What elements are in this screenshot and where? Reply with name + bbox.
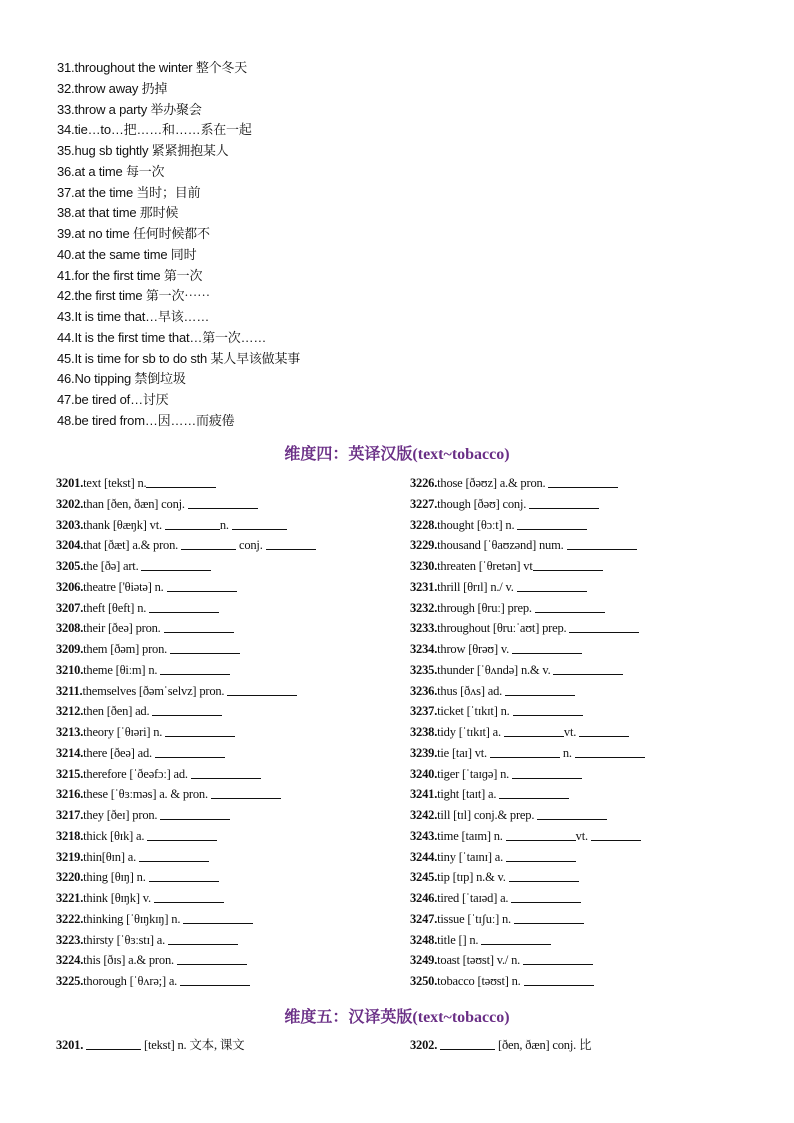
- vocab-entry: [56, 618, 316, 639]
- vocab-entry: [56, 515, 316, 536]
- vocab-entry: [410, 722, 645, 743]
- answer-blank[interactable]: [170, 641, 240, 654]
- phrase-item: 38.at that time 那时候: [57, 205, 179, 221]
- vocab-entry: [56, 847, 316, 868]
- vocab-entry: [410, 556, 645, 577]
- vocab-entry: [410, 847, 645, 868]
- entry-second-pos: vt.: [563, 725, 577, 739]
- entry-text: think [θɪŋk] v.: [83, 891, 151, 905]
- entry-number: 3216.: [56, 787, 84, 802]
- entry-number: 3205.: [56, 559, 84, 573]
- vocab-entry: [410, 805, 645, 826]
- answer-blank[interactable]: [164, 620, 234, 633]
- answer-blank[interactable]: [154, 890, 224, 903]
- answer-blank[interactable]: [569, 620, 639, 633]
- entry-number: 3211.: [56, 683, 83, 698]
- entry-number: 3207.: [56, 600, 84, 615]
- entry-number: 3249.: [410, 953, 438, 968]
- answer-blank[interactable]: [147, 828, 217, 841]
- entry-text: tissue [ˈtɪʃuː] n.: [437, 911, 511, 926]
- answer-blank[interactable]: [149, 600, 219, 613]
- vocab-entry: [410, 618, 645, 639]
- entry-text: [ðen, ðæn] conj. 比: [498, 1038, 592, 1052]
- answer-blank[interactable]: [579, 724, 629, 737]
- answer-blank[interactable]: [517, 517, 587, 530]
- answer-blank[interactable]: [514, 911, 584, 924]
- entry-text: these [ˈθɜːməs] a. & pron.: [83, 787, 208, 802]
- vocab-entry: [56, 950, 316, 971]
- entry-number: 3231.: [410, 579, 438, 594]
- phrase-item: 34.tie…to…把……和……系在一起: [57, 122, 252, 138]
- entry-text: thin[θɪn] a.: [83, 849, 137, 864]
- answer-blank[interactable]: [141, 558, 211, 571]
- entry-number: 3247.: [410, 911, 438, 926]
- entry-text: therefore [ˈðeəfɔː] ad.: [83, 766, 188, 781]
- entry-text: tidy [ˈtɪkɪt] a.: [437, 725, 501, 739]
- vocab-entry: [410, 535, 645, 556]
- entry-text: thunder [ˈθʌndə] n.& v.: [437, 662, 551, 677]
- vocab-entry: [410, 681, 645, 702]
- entry-text: then [ðen] ad.: [83, 704, 150, 719]
- entry-text: theme [θiːm] n.: [83, 662, 158, 677]
- phrase-list: [57, 58, 300, 432]
- entry-number: 3230.: [410, 559, 438, 573]
- entry-text: tiger [ˈtaɪɡə] n.: [437, 766, 510, 781]
- phrase-item: 48.be tired from…因……而疲倦: [57, 412, 235, 428]
- section-5-left-column: [56, 1035, 244, 1056]
- entry-number: 3208.: [56, 621, 84, 636]
- entry-number: 3239.: [410, 745, 438, 760]
- entry-number: 3202.: [410, 1038, 438, 1052]
- vocab-entry: [56, 598, 316, 619]
- answer-blank[interactable]: [188, 496, 258, 509]
- vocab-entry: [410, 888, 645, 909]
- entry-text: themselves [ðəmˈselvz] pron.: [82, 683, 225, 698]
- section-4-title: 维度四：英译汉版(text~tobacco): [284, 446, 510, 463]
- answer-blank[interactable]: [180, 973, 250, 986]
- answer-blank[interactable]: [506, 849, 576, 862]
- entry-text: tip [tɪp] n.& v.: [437, 870, 506, 885]
- entry-text: that [ðæt] a.& pron.: [83, 538, 179, 553]
- entry-number: 3210.: [56, 662, 84, 677]
- answer-blank[interactable]: [506, 828, 576, 841]
- vocab-entry: [56, 701, 316, 722]
- entry-text: thank [θæŋk] vt.: [83, 517, 162, 532]
- vocab-entry: [56, 930, 316, 951]
- entry-text: thrill [θrɪl] n./ v.: [437, 579, 514, 594]
- entry-text: tobacco [təʊst] n.: [437, 974, 521, 988]
- entry-number: 3214.: [56, 745, 84, 760]
- phrase-item: 45.It is time for sb to do sth 某人早该做某事: [57, 350, 301, 366]
- entry-text: theory [ˈθɪəri] n.: [83, 725, 163, 739]
- entry-number: 3243.: [410, 828, 438, 843]
- vocab-entry: [410, 826, 645, 847]
- answer-blank[interactable]: [575, 745, 645, 758]
- entry-text: thought [θɔːt] n.: [437, 517, 515, 532]
- entry-number: 3221.: [56, 891, 84, 905]
- answer-blank[interactable]: [168, 932, 238, 945]
- vocab-entry: [410, 930, 645, 951]
- answer-blank[interactable]: [505, 683, 575, 696]
- vocab-entry: [410, 577, 645, 598]
- phrase-item: 39.at no time 任何时候都不: [57, 226, 210, 241]
- entry-text: throw [θrəʊ] v.: [437, 642, 510, 656]
- entry-text: ticket [ˈtɪkɪt] n.: [437, 704, 510, 719]
- answer-blank[interactable]: [232, 517, 287, 530]
- entry-number: 3237.: [410, 704, 438, 719]
- vocab-entry: [410, 473, 645, 494]
- entry-number: 3224.: [56, 953, 84, 968]
- vocab-entry: [56, 639, 316, 660]
- vocab-entry: [56, 971, 316, 992]
- entry-text: thorough [ˈθʌrə;] a.: [83, 974, 178, 988]
- answer-blank[interactable]: [211, 786, 281, 799]
- answer-blank[interactable]: [155, 745, 225, 758]
- vocab-entry: [410, 701, 645, 722]
- vocab-entry: [56, 535, 316, 556]
- entry-text: than [ðen, ðæn] conj.: [83, 496, 185, 511]
- entry-text: till [tɪl] conj.& prep.: [437, 808, 535, 822]
- phrase-item: 36.at a time 每一次: [57, 163, 165, 179]
- entry-number: 3235.: [410, 662, 438, 677]
- entry-number: 3215.: [56, 766, 84, 781]
- answer-blank[interactable]: [152, 703, 222, 716]
- entry-text: threaten [ˈθretən] vt: [437, 559, 533, 573]
- entry-number: 3217.: [56, 808, 84, 822]
- answer-blank[interactable]: [535, 600, 605, 613]
- entry-number: 3245.: [410, 870, 438, 885]
- answer-blank[interactable]: [183, 911, 253, 924]
- vocab-entry: [56, 577, 316, 598]
- vocab-entry: [410, 784, 645, 805]
- entry-text: [tekst] n. 文本, 课文: [144, 1038, 245, 1052]
- answer-blank[interactable]: [490, 745, 560, 758]
- vocab-entry: [56, 784, 316, 805]
- vocab-entry: [410, 909, 645, 930]
- answer-blank[interactable]: [533, 558, 603, 571]
- answer-blank[interactable]: [513, 703, 583, 716]
- entry-text: those [ðəʊz] a.& pron.: [437, 476, 546, 490]
- entry-text: thirsty [ˈθɜːstɪ] a.: [83, 932, 166, 947]
- vocab-entry: [410, 639, 645, 660]
- entry-number: 3220.: [56, 870, 84, 885]
- vocab-entry: [56, 1035, 244, 1056]
- entry-number: 3212.: [56, 704, 84, 719]
- answer-blank[interactable]: [511, 890, 581, 903]
- entry-number: 3250.: [410, 974, 438, 988]
- answer-blank[interactable]: [567, 537, 637, 550]
- entry-text: tie [taɪ] vt.: [437, 745, 487, 760]
- answer-blank[interactable]: [165, 517, 220, 530]
- entry-text: their [ðeə] pron.: [83, 621, 161, 636]
- entry-text: they [ðeɪ] pron.: [83, 808, 158, 822]
- entry-text: theft [θeft] n.: [83, 600, 147, 615]
- entry-number: 3241.: [410, 787, 438, 802]
- entry-number: 3206.: [56, 579, 84, 594]
- entry-number: 3209.: [56, 642, 84, 656]
- answer-blank[interactable]: [504, 724, 564, 737]
- answer-blank[interactable]: [529, 496, 599, 509]
- answer-blank[interactable]: [523, 952, 593, 965]
- entry-number: 3242.: [410, 808, 438, 822]
- answer-blank[interactable]: [509, 869, 579, 882]
- answer-blank[interactable]: [481, 932, 551, 945]
- vocab-entry: [410, 598, 645, 619]
- entry-text: tiny [ˈtaɪnɪ] a.: [437, 849, 504, 864]
- entry-second-pos: n.: [562, 745, 572, 760]
- entry-number: 3203.: [56, 517, 84, 532]
- answer-blank[interactable]: [591, 828, 641, 841]
- answer-blank[interactable]: [517, 579, 587, 592]
- entry-text: there [ðeə] ad.: [83, 745, 152, 760]
- entry-number: 3213.: [56, 725, 84, 739]
- entry-text: toast [təʊst] v./ n.: [437, 953, 521, 968]
- answer-blank[interactable]: [165, 724, 235, 737]
- entry-number: 3218.: [56, 828, 84, 843]
- answer-blank[interactable]: [191, 766, 261, 779]
- vocab-entry: [410, 950, 645, 971]
- entry-text: through [θruː] prep.: [437, 600, 532, 615]
- answer-blank[interactable]: [537, 807, 607, 820]
- vocab-entry: [410, 1035, 591, 1056]
- answer-blank[interactable]: [266, 537, 316, 550]
- entry-text: thing [θɪŋ] n.: [83, 870, 146, 885]
- answer-blank[interactable]: [149, 869, 219, 882]
- entry-number: 3238.: [410, 725, 438, 739]
- phrase-item: 32.throw away 扔掉: [57, 80, 168, 96]
- phrase-item: 33.throw a party 举办聚会: [57, 101, 202, 117]
- entry-number: 3236.: [410, 683, 438, 698]
- entry-text: time [taɪm] n.: [437, 828, 503, 843]
- section-4-right-column: [410, 473, 645, 992]
- entry-text: tired [ˈtaɪəd] a.: [437, 891, 509, 905]
- phrase-item: 43.It is time that…早该……: [57, 309, 210, 324]
- entry-number: 3246.: [410, 891, 438, 905]
- phrase-item: 41.for the first time 第一次: [57, 267, 203, 283]
- entry-number: 3226.: [410, 476, 438, 490]
- section-4-left-column: [56, 473, 316, 992]
- entry-number: 3225.: [56, 974, 84, 988]
- vocab-entry: [56, 494, 316, 515]
- entry-number: 3234.: [410, 642, 438, 656]
- vocab-entry: [56, 764, 316, 785]
- vocab-entry: [56, 473, 316, 494]
- entry-number: 3201.: [56, 476, 84, 490]
- entry-text: thick [θɪk] a.: [83, 828, 145, 843]
- vocab-entry: [410, 515, 645, 536]
- answer-blank[interactable]: [160, 807, 230, 820]
- phrase-item: 40.at the same time 同时: [57, 246, 197, 262]
- entry-number: 3227.: [410, 496, 438, 511]
- entry-second-pos: conj.: [238, 538, 263, 553]
- vocab-entry: [56, 909, 316, 930]
- entry-text: them [ðəm] pron.: [83, 642, 168, 656]
- phrase-item: 37.at the time 当时；目前: [57, 184, 201, 200]
- entry-number: 3248.: [410, 932, 438, 947]
- answer-blank[interactable]: [139, 849, 209, 862]
- phrase-item: 42.the first time 第一次⋯⋯: [57, 288, 210, 304]
- entry-text: thus [ðʌs] ad.: [437, 683, 503, 698]
- entry-second-pos: vt.: [575, 828, 588, 843]
- vocab-entry: [410, 660, 645, 681]
- entry-text: this [ðɪs] a.& pron.: [83, 953, 174, 968]
- answer-blank[interactable]: [181, 537, 236, 550]
- answer-blank[interactable]: [512, 766, 582, 779]
- answer-blank[interactable]: [167, 579, 237, 592]
- entry-text: throughout [θruːˈaʊt] prep.: [437, 621, 567, 636]
- vocab-entry: [410, 867, 645, 888]
- answer-blank[interactable]: [524, 973, 594, 986]
- vocab-entry: [56, 681, 316, 702]
- vocab-entry: [56, 888, 316, 909]
- answer-blank[interactable]: [440, 1037, 495, 1050]
- entry-text: tight [taɪt] a.: [437, 787, 497, 802]
- answer-blank[interactable]: [553, 662, 623, 675]
- entry-text: theatre ['θiətə] n.: [83, 579, 164, 594]
- vocab-entry: [56, 805, 316, 826]
- entry-second-pos: n.: [219, 517, 229, 532]
- vocab-entry: [56, 722, 316, 743]
- entry-number: 3202.: [56, 496, 84, 511]
- vocab-entry: [56, 867, 316, 888]
- answer-blank[interactable]: [160, 662, 230, 675]
- vocab-entry: [410, 494, 645, 515]
- entry-text: title [] n.: [437, 932, 479, 947]
- entry-number: 3240.: [410, 766, 438, 781]
- entry-text: text [tekst] n.: [83, 476, 147, 490]
- entry-number: 3232.: [410, 600, 438, 615]
- phrase-item: 47.be tired of…讨厌: [57, 392, 169, 407]
- vocab-entry: [56, 556, 316, 577]
- phrase-item: 31.throughout the winter 整个冬天: [57, 60, 248, 75]
- entry-number: 3228.: [410, 517, 438, 532]
- entry-number: 3222.: [56, 911, 84, 926]
- answer-blank[interactable]: [499, 786, 569, 799]
- entry-number: 3201.: [56, 1038, 84, 1052]
- section-5-title: 维度五：汉译英版(text~tobacco): [284, 1009, 510, 1026]
- entry-number: 3204.: [56, 538, 84, 553]
- answer-blank[interactable]: [86, 1037, 141, 1050]
- answer-blank[interactable]: [512, 641, 582, 654]
- vocab-entry: [56, 826, 316, 847]
- phrase-item: 44.It is the first time that…第一次……: [57, 329, 267, 345]
- vocab-entry: [410, 764, 645, 785]
- answer-blank[interactable]: [227, 683, 297, 696]
- vocab-entry: [410, 743, 645, 764]
- entry-text: though [ðəʊ] conj.: [437, 496, 527, 511]
- answer-blank[interactable]: [177, 952, 247, 965]
- entry-number: 3223.: [56, 932, 84, 947]
- entry-text: thousand [ˈθaʊzənd] num.: [437, 538, 564, 553]
- phrase-item: 35.hug sb tightly 紧紧拥抱某人: [57, 143, 229, 158]
- vocab-entry: [410, 971, 645, 992]
- vocab-entry: [56, 660, 316, 681]
- answer-blank[interactable]: [146, 475, 216, 488]
- entry-number: 3229.: [410, 538, 438, 553]
- entry-text: the [ðə] art.: [83, 559, 139, 573]
- entry-number: 3233.: [410, 621, 438, 636]
- answer-blank[interactable]: [548, 475, 618, 488]
- entry-text: thinking [ˈθɪŋkɪŋ] n.: [83, 911, 181, 926]
- phrase-item: 46.No tipping 禁倒垃圾: [57, 371, 186, 387]
- section-5-right-column: [410, 1035, 591, 1056]
- entry-number: 3219.: [56, 849, 84, 864]
- entry-number: 3244.: [410, 849, 438, 864]
- vocab-entry: [56, 743, 316, 764]
